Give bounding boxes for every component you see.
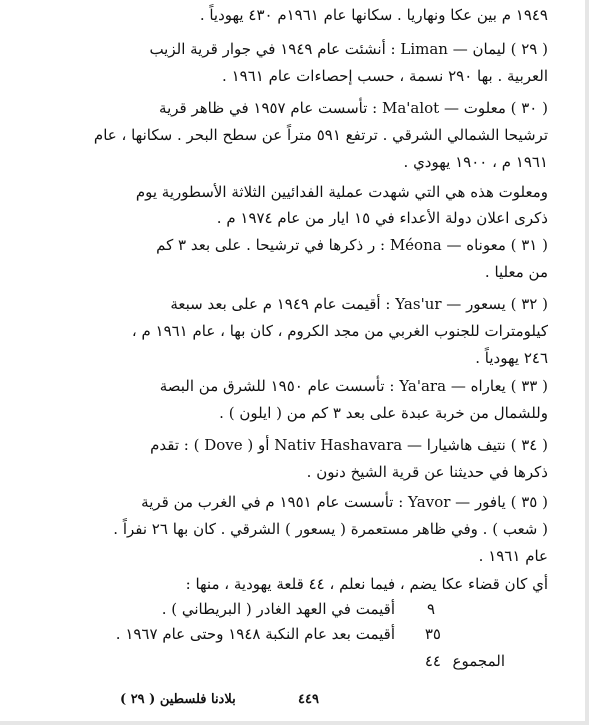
text-line: العربية . بها ٢٩٠ نسمة ، حسب إحصاءات عام ١٩٦١ .: [222, 67, 548, 85]
text-line: ترشيحا الشمالي الشرقي . ترتفع ٥٩١ متراً عن سطح البحر . سكانها ، عام: [93, 126, 548, 144]
book-title: بلادنا فلسطين ( ٢٩ ): [120, 692, 236, 707]
entry-35-heading: ( ٣٥ ) يافور — Yavor : تأسست عام ١٩٥١ م في الغرب من قرية: [141, 493, 548, 511]
entry-34-heading: ( ٣٤ ) نتيف هاشيارا — Nativ Hashavara أو ( Dove ) : تقدم: [150, 436, 548, 454]
text-line: وللشمال من خربة عبدة على بعد ٣ كم من ( ايلون ) .: [219, 404, 548, 422]
text-line: كيلومترات للجنوب الغربي من مجد الكروم ، كان بها ، عام ١٩٦١ م ،: [131, 322, 548, 340]
summary-total-label: المجموع: [452, 652, 505, 670]
summary-text: أقيمت بعد عام النكبة ١٩٤٨ وحتى عام ١٩٦٧ .: [115, 625, 395, 643]
entry-32-heading: ( ٣٢ ) يسعور — Yas'ur : أقيمت عام ١٩٤٩ م على بعد سبعة: [170, 295, 548, 313]
entry-31-heading: ( ٣١ ) معوناه — Méona : ر ذكرها في ترشيحا . على بعد ٣ كم: [156, 236, 548, 254]
summary-count: ٣٥: [424, 625, 441, 643]
summary-text: أقيمت في العهد الغادر ( البريطاني ) .: [161, 600, 395, 618]
text-line: ١٩٦١ م ، ١٩٠٠ يهودي .: [403, 153, 548, 171]
text-line: ومعلوت هذه هي التي شهدت عملية الفدائيين الثلاثة الأسطورية يوم: [135, 183, 548, 201]
text-line: ذكرها في حديثنا عن قرية الشيخ دنون .: [306, 463, 548, 481]
summary-count: ٩: [426, 600, 435, 618]
text-line: ١٩٤٩ م بين عكا ونهاريا . سكانها عام ١٩٦١م ٤٣٠ يهودياً .: [199, 6, 548, 24]
entry-30-heading: ( ٣٠ ) معلوت — Ma'alot : تأسست عام ١٩٥٧ في ظاهر قرية: [159, 99, 548, 117]
text-line: ٢٤٦ يهودياً .: [475, 349, 548, 367]
summary-total-value: ٤٤: [424, 652, 441, 670]
text-line: من معليا .: [484, 263, 548, 281]
text-line: ذكرى اعلان دولة الأعداء في ١٥ ايار من عام ١٩٧٤ م .: [216, 209, 548, 227]
page-number: ٤٤٩: [298, 692, 319, 707]
entry-33-heading: ( ٣٣ ) يعاراه — Ya'ara : تأسست عام ١٩٥٠ للشرق من البصة: [159, 377, 548, 395]
summary-intro: أي كان قضاء عكا يضم ، فيما نعلم ، ٤٤ قلعة يهودية ، منها :: [185, 575, 548, 593]
text-line: ( شعب ) . وفي ظاهر مستعمرة ( يسعور ) الشرقي . كان بها ٢٦ نفراً .: [113, 520, 548, 538]
text-line: عام ١٩٦١ .: [478, 547, 548, 565]
entry-29-heading: ( ٢٩ ) ليمان — Liman : أنشئت عام ١٩٤٩ في جوار قرية الزيب: [149, 40, 548, 58]
